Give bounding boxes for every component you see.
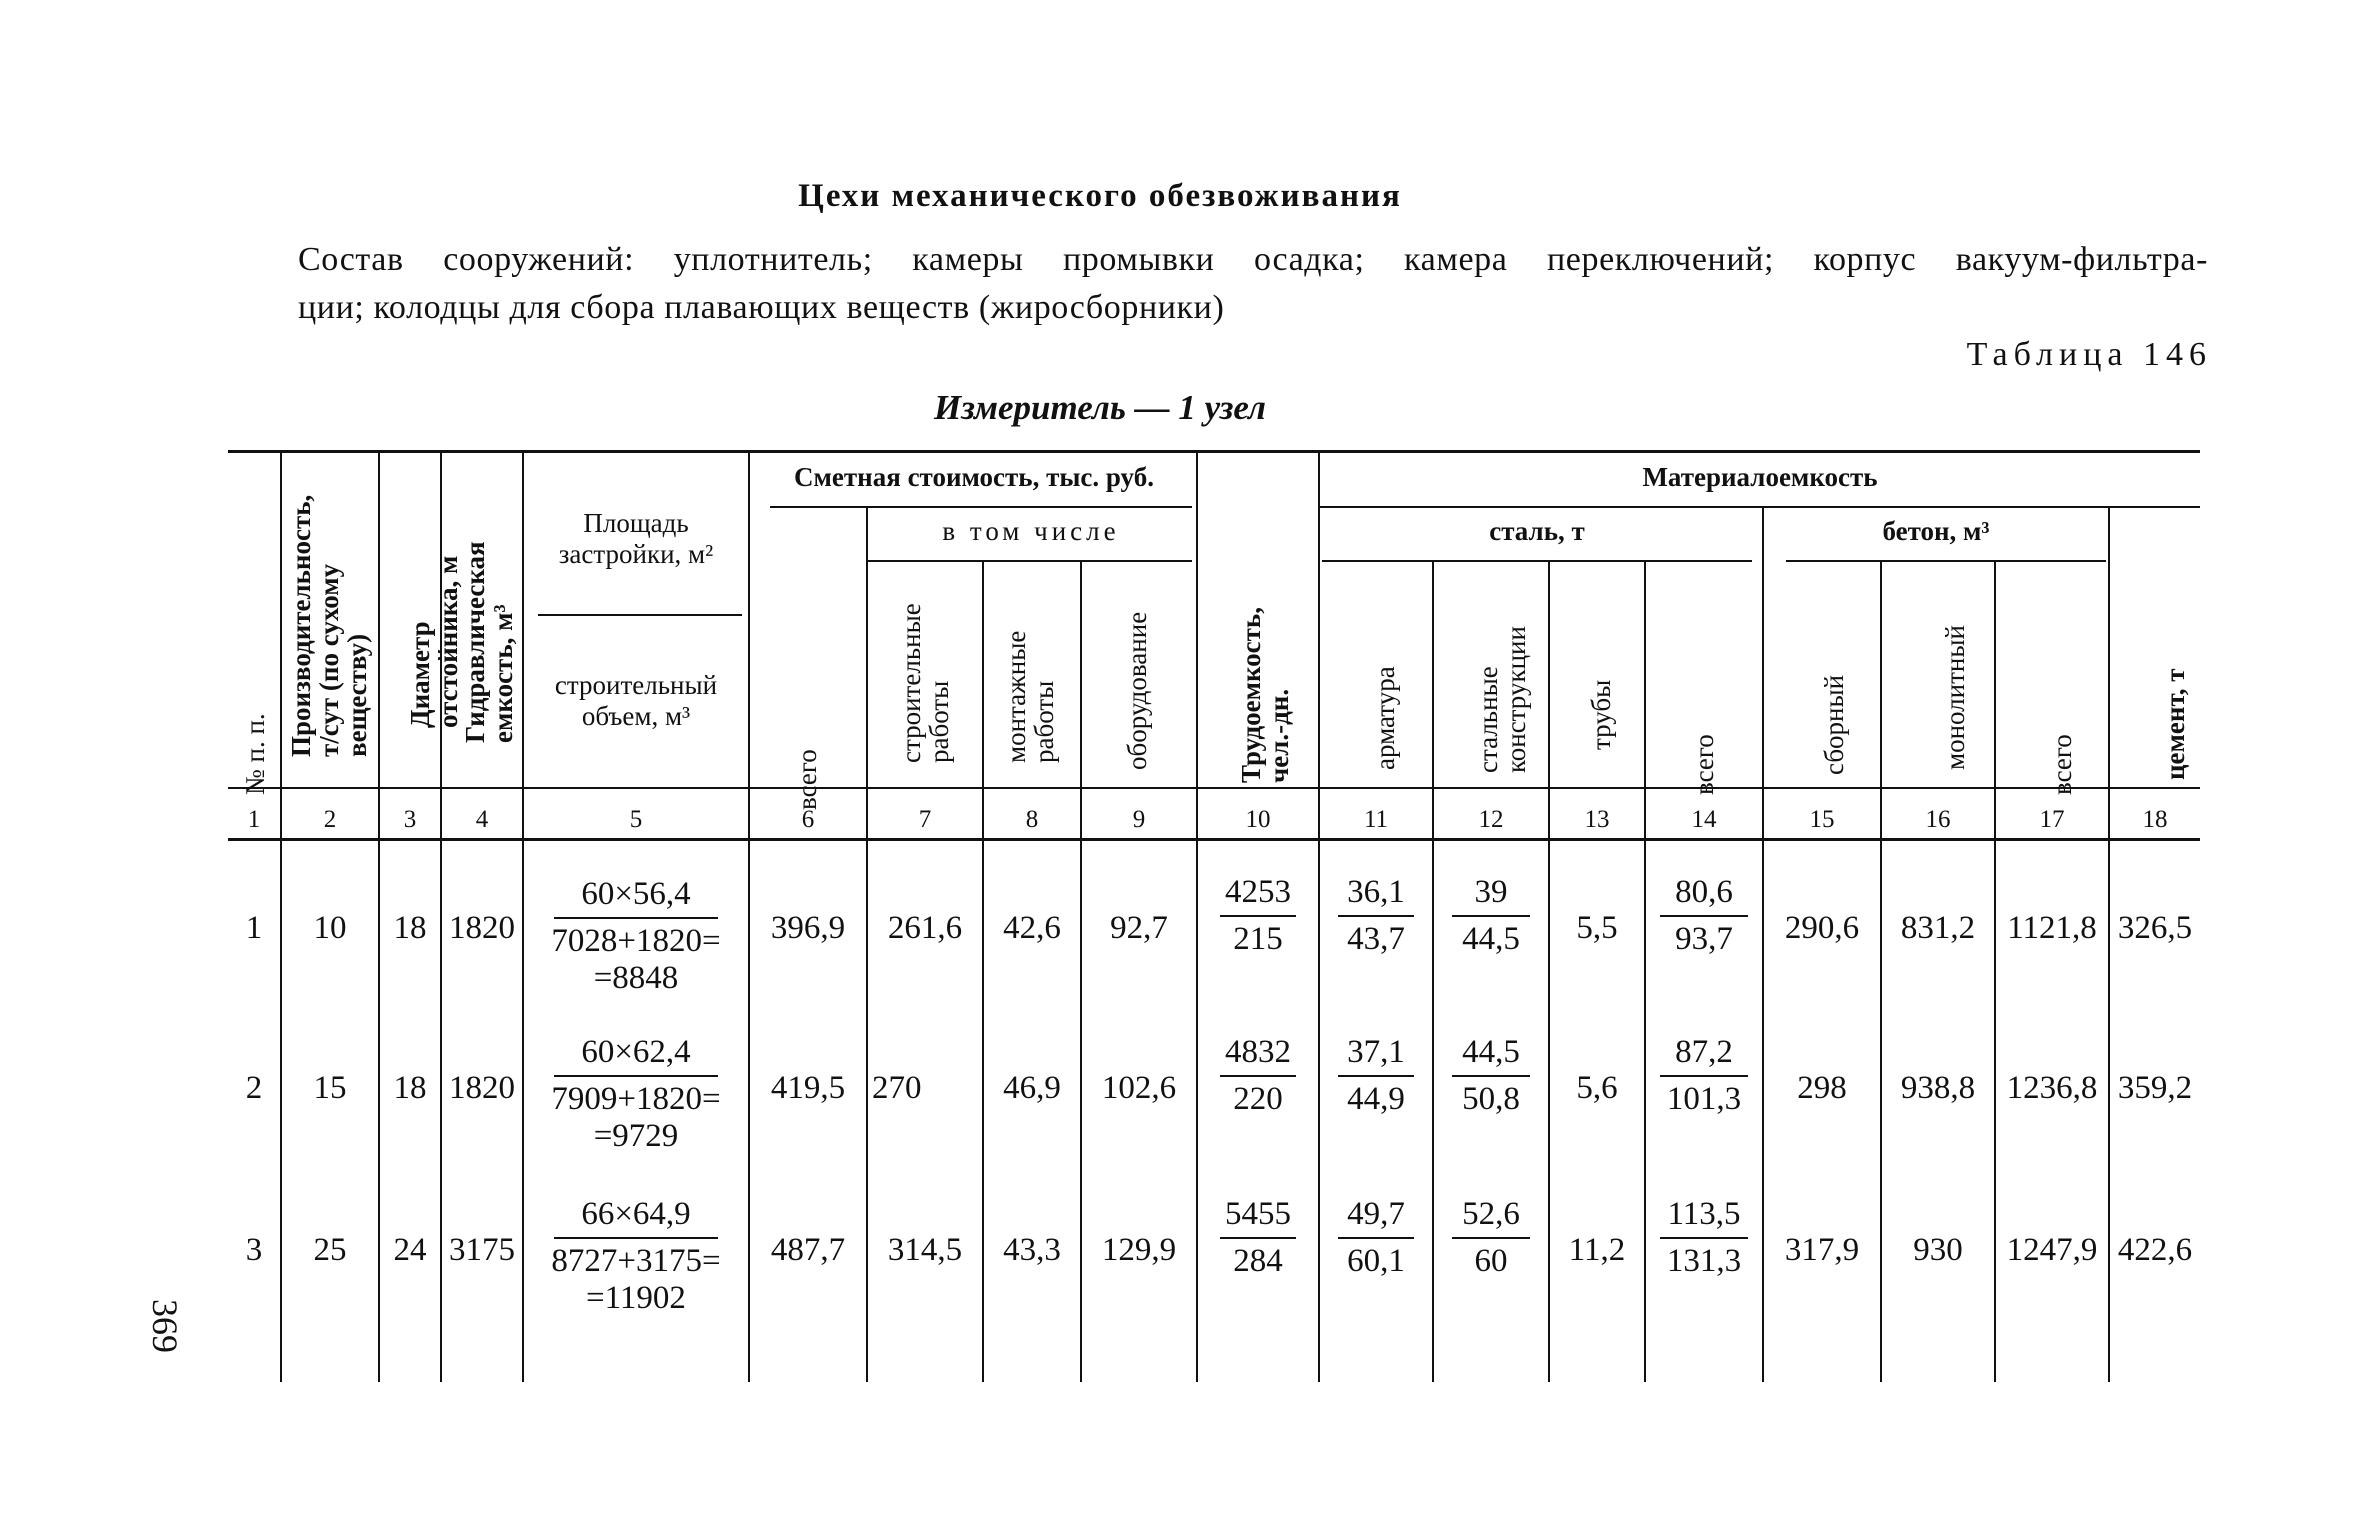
cell-prod: 10 [313,910,347,946]
cell-steel [1646,1034,1762,1118]
labor-top: 4832 [1220,1034,1296,1077]
cell-prefab: 317,9 [1784,1232,1860,1268]
arm-bottom: 43,7 [1347,921,1405,957]
cell-area [524,1034,748,1155]
section-title: Цехи механического обезвоживания [798,178,1402,214]
col-number: 12 [1478,806,1504,833]
steel-group-rule [1322,560,1752,562]
cell-pipes: 11,2 [1568,1232,1626,1268]
col-number: 13 [1584,806,1610,833]
cell-pipes: 5,5 [1576,910,1618,946]
header-c10: Трудоемкость, чел.-дн. [1236,607,1294,783]
col-number: 14 [1691,806,1717,833]
cell-mono: 930 [1913,1232,1963,1268]
stc-bottom: 44,5 [1462,921,1520,957]
measure-unit: Измеритель — 1 узел [934,388,1266,427]
stc-bottom: 60 [1474,1243,1508,1279]
stc-top: 44,5 [1452,1034,1530,1077]
stc-top: 39 [1452,874,1530,917]
header-c17: всего [2047,734,2077,795]
steel-top: 113,5 [1660,1196,1748,1239]
cell-diam: 18 [393,1070,427,1106]
cell-build: 261,6 [887,910,963,946]
arm-top: 36,1 [1338,874,1414,917]
labor-top: 4253 [1220,874,1296,917]
header-c11: арматура [1370,666,1400,770]
arm-bottom: 44,9 [1347,1081,1405,1117]
area-bottom-2: =11902 [586,1280,686,1316]
composition-line-2: ции; колодцы для сбора плавающих веществ (жиросборники) [298,289,1225,326]
cell-labor [1198,1034,1318,1118]
header-concrete-group: бетон, м³ [1882,516,1990,546]
cell-n: 1 [245,910,263,946]
header-c1: № п. п. [240,713,270,795]
col-number: 5 [629,806,643,833]
cell-total: 419,5 [770,1070,846,1106]
area-bottom-1: 8727+3175= [551,1243,721,1279]
area-bottom-2: =8848 [593,960,679,996]
area-bottom-2: =9729 [593,1118,679,1154]
cell-vol: 3175 [449,1232,515,1268]
header-c5-bottom: строительный объем, м³ [554,670,718,731]
labor-top: 5455 [1220,1196,1296,1239]
cell-cement: 326,5 [2117,910,2193,946]
col-number: 1 [247,806,261,833]
cell-equip: 129,9 [1101,1232,1177,1268]
col-number: 15 [1809,806,1835,833]
mat-group-rule [1320,506,2200,508]
cell-diam: 18 [393,910,427,946]
header-c5-top: Площадь застройки, м² [558,508,714,569]
header-c9: оборудование [1122,611,1152,770]
labor-bottom: 220 [1233,1081,1283,1117]
stc-top: 52,6 [1452,1196,1530,1239]
header-c12: стальные конструкции [1473,626,1531,773]
cell-conc-total: 1121,8 [2007,910,2097,946]
cell-equip: 102,6 [1101,1070,1177,1106]
col-number: 17 [2039,806,2065,833]
col-number: 8 [1025,806,1039,833]
cell-mount: 46,9 [1003,1070,1061,1106]
col-number: 9 [1132,806,1146,833]
cell-prod: 25 [313,1232,347,1268]
cell-cement: 359,2 [2117,1070,2193,1106]
stc-bottom: 50,8 [1462,1081,1520,1117]
col-number: 3 [403,806,417,833]
composition-text [298,236,2208,332]
area-bottom-1: 7909+1820= [551,1081,721,1117]
cell-stc [1434,1196,1548,1280]
cell-prod: 15 [313,1070,347,1106]
col-number: 11 [1363,806,1389,833]
page-number: 369 [145,1299,185,1353]
header-c3: Диаметр отстойника, м [405,555,463,728]
cell-cement: 422,6 [2117,1232,2193,1268]
cell-arm [1320,1196,1432,1280]
cell-mono: 938,8 [1900,1070,1976,1106]
cell-vol: 1820 [449,1070,515,1106]
header-c16: монолитный [1940,625,1970,770]
cell-build: 314,5 [887,1232,963,1268]
cost-group-rule [770,506,1192,508]
steel-bottom: 101,3 [1666,1081,1742,1117]
labor-bottom: 284 [1233,1243,1283,1279]
cell-build: 270 [872,1070,922,1106]
cell-pipes: 5,6 [1576,1070,1618,1106]
steel-bottom: 131,3 [1666,1243,1742,1279]
cell-prefab: 290,6 [1784,910,1860,946]
arm-top: 37,1 [1338,1034,1414,1077]
cell-labor [1198,874,1318,958]
area-bottom-1: 7028+1820= [551,923,721,959]
col-number: 6 [801,806,815,833]
header-c18: цемент, т [2160,668,2190,780]
cell-arm [1320,874,1432,958]
steel-top: 80,6 [1660,874,1748,917]
header-c13: трубы [1586,679,1616,750]
area-top: 60×62,4 [554,1034,718,1077]
header-mat-group: Материалоемкость [1642,462,1878,492]
cell-conc-total: 1247,9 [2006,1232,2098,1268]
table-number: Таблица 146 [1966,336,2212,373]
col-number: 10 [1245,806,1271,833]
area-top: 66×64,9 [554,1196,718,1239]
header-cost-group: Сметная стоимость, тыс. руб. [794,462,1154,492]
col-number: 7 [918,806,932,833]
cell-total: 487,7 [770,1232,846,1268]
col-number: 16 [1925,806,1951,833]
header-incl: в том числе [942,516,1120,546]
cell-mono: 831,2 [1900,910,1976,946]
cell-mount: 43,3 [1003,1232,1061,1268]
col-number: 18 [2142,806,2168,833]
area-divider-rule [538,614,742,616]
header-c4: Гидравлическая емкость, м³ [460,541,518,743]
cell-n: 3 [245,1232,263,1268]
header-steel-group: сталь, т [1489,516,1585,546]
arm-bottom: 60,1 [1347,1243,1405,1279]
cell-prefab: 298 [1797,1070,1847,1106]
concrete-group-rule [1786,560,2106,562]
labor-bottom: 215 [1233,921,1283,957]
cell-n: 2 [245,1070,263,1106]
col-number: 4 [475,806,489,833]
col-number: 2 [323,806,337,833]
arm-top: 49,7 [1338,1196,1414,1239]
header-c14: всего [1689,734,1719,795]
cell-mount: 42,6 [1003,910,1061,946]
incl-rule [866,560,1192,562]
header-c6: всего [792,749,822,810]
cell-diam: 24 [393,1232,427,1268]
header-c2: Производительность, т/сут (по сухому веществу) [286,494,372,757]
cell-steel [1646,874,1762,958]
cell-area [524,876,748,997]
cell-arm [1320,1034,1432,1118]
cell-area [524,1196,748,1317]
cell-labor [1198,1196,1318,1280]
composition-line-1: Состав сооружений: уплотнитель; камеры промывки осадка; камера переключений; корпус вакуум-фильтра- [298,241,2208,278]
cell-equip: 92,7 [1110,910,1168,946]
cell-conc-total: 1236,8 [2006,1070,2098,1106]
header-c7: строительные работы [896,603,954,763]
header-c15: сборный [1819,674,1849,775]
area-top: 60×56,4 [554,876,718,919]
steel-bottom: 93,7 [1675,921,1733,957]
cell-stc [1434,874,1548,958]
steel-top: 87,2 [1660,1034,1748,1077]
cell-stc [1434,1034,1548,1118]
cell-vol: 1820 [449,910,515,946]
cell-total: 396,9 [770,910,846,946]
cell-steel [1646,1196,1762,1280]
header-c8: монтажные работы [1001,630,1059,763]
